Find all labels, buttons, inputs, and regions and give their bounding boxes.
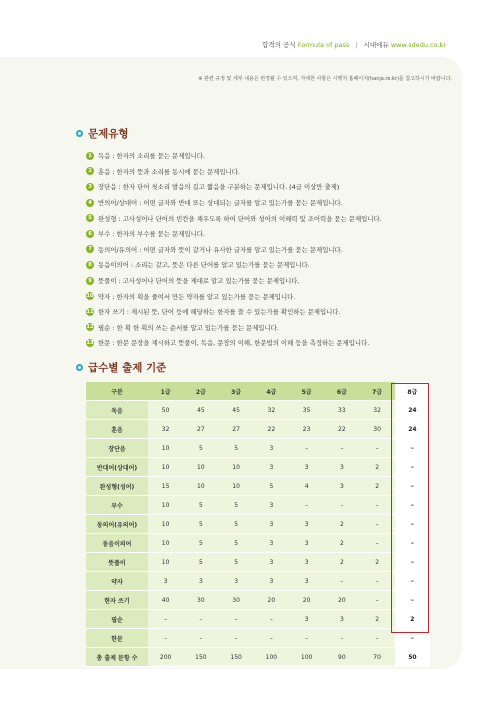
table-cell: 10 bbox=[148, 439, 183, 458]
table-cell: – bbox=[360, 572, 395, 591]
row-label: 완성형(성어) bbox=[86, 477, 148, 496]
row-label: 한문 bbox=[86, 629, 148, 648]
table-cell: 3 bbox=[254, 572, 289, 591]
list-item bbox=[86, 257, 446, 273]
table-cell: 2 bbox=[395, 610, 430, 629]
list-item bbox=[86, 210, 446, 226]
table-cell: – bbox=[360, 591, 395, 610]
list-item bbox=[86, 148, 446, 164]
table-row bbox=[86, 515, 430, 534]
table-cell: – bbox=[324, 439, 359, 458]
table-cell: 23 bbox=[289, 420, 324, 439]
table-cell: – bbox=[183, 629, 218, 648]
table-cell: 24 bbox=[395, 420, 430, 439]
table-cell: – bbox=[148, 629, 183, 648]
list-item-text: 약자 : 한자의 획을 줄여서 만든 약자를 알고 있는가를 묻는 문제입니다. bbox=[98, 292, 296, 301]
table-cell: – bbox=[360, 629, 395, 648]
table-cell: 2 bbox=[324, 534, 359, 553]
row-label: 필순 bbox=[86, 610, 148, 629]
table-cell: 30 bbox=[360, 420, 395, 439]
header-brand: 합격의 공식 bbox=[262, 41, 296, 49]
table-cell: 5 bbox=[219, 515, 254, 534]
table-cell: – bbox=[254, 610, 289, 629]
table-cell: 90 bbox=[324, 648, 359, 667]
circle-bullet-icon bbox=[76, 364, 83, 371]
table-cell: 5 bbox=[219, 496, 254, 515]
table-cell: 10 bbox=[148, 534, 183, 553]
table-cell: 5 bbox=[219, 439, 254, 458]
table-cell: 2 bbox=[324, 553, 359, 572]
row-label: 동의어(유의어) bbox=[86, 515, 148, 534]
table-cell: 33 bbox=[324, 401, 359, 420]
table-cell: 27 bbox=[219, 420, 254, 439]
number-badge-icon: 3 bbox=[86, 183, 94, 191]
list-item-text: 뜻풀이 : 고사성어나 단어의 뜻을 제대로 알고 있는가를 묻는 문제입니다. bbox=[98, 277, 300, 286]
number-badge-icon: 4 bbox=[86, 199, 94, 207]
table-cell: – bbox=[395, 534, 430, 553]
table-cell: 40 bbox=[148, 591, 183, 610]
table-cell: 5 bbox=[183, 515, 218, 534]
row-label: 총 출제 문항 수 bbox=[86, 648, 148, 667]
table-cell: 2 bbox=[360, 458, 395, 477]
list-item-text: 한자 쓰기 : 제시된 뜻, 단어 등에 해당하는 한자를 쓸 수 있는가를 확인하는 문제입니다. bbox=[98, 308, 341, 317]
table-cell: 5 bbox=[219, 553, 254, 572]
table-cell: 32 bbox=[360, 401, 395, 420]
table-row bbox=[86, 629, 430, 648]
table-cell: – bbox=[395, 591, 430, 610]
table-cell: – bbox=[148, 610, 183, 629]
table-cell: 70 bbox=[360, 648, 395, 667]
header-divider: | bbox=[355, 41, 358, 49]
table-cell: 3 bbox=[254, 553, 289, 572]
table-cell: 150 bbox=[219, 648, 254, 667]
table-cell: – bbox=[219, 629, 254, 648]
header-publisher: 시대에듀 bbox=[363, 41, 389, 49]
table-cell: 3 bbox=[254, 439, 289, 458]
number-badge-icon: 1 bbox=[86, 152, 94, 160]
table-cell: – bbox=[360, 496, 395, 515]
table-cell: – bbox=[395, 629, 430, 648]
table-cell: 3 bbox=[254, 458, 289, 477]
grade-criteria-table bbox=[86, 382, 430, 667]
table-cell: – bbox=[360, 439, 395, 458]
table-row bbox=[86, 439, 430, 458]
list-item bbox=[86, 195, 446, 211]
question-types-heading bbox=[76, 126, 129, 141]
table-cell: 15 bbox=[148, 477, 183, 496]
table-cell: 3 bbox=[289, 610, 324, 629]
table-row bbox=[86, 477, 430, 496]
table-cell: 2 bbox=[360, 477, 395, 496]
table-cell: 3 bbox=[148, 572, 183, 591]
header-slogan: Formula of pass bbox=[297, 41, 350, 49]
list-item-text: 필순 : 한 획 한 획의 쓰는 순서를 알고 있는가를 묻는 문제입니다. bbox=[98, 323, 279, 332]
number-badge-icon: 13 bbox=[86, 339, 94, 346]
table-cell: 20 bbox=[254, 591, 289, 610]
table-cell: 10 bbox=[148, 458, 183, 477]
table-cell: 32 bbox=[254, 401, 289, 420]
table-row bbox=[86, 401, 430, 420]
table-cell: 3 bbox=[289, 515, 324, 534]
number-badge-icon: 6 bbox=[86, 230, 94, 238]
table-cell: 50 bbox=[395, 648, 430, 667]
table-cell: 3 bbox=[219, 572, 254, 591]
table-cell: 10 bbox=[219, 477, 254, 496]
table-cell: 100 bbox=[289, 648, 324, 667]
column-header: 2급 bbox=[183, 382, 218, 401]
grade-criteria-heading bbox=[76, 360, 166, 375]
table-cell: 3 bbox=[289, 553, 324, 572]
column-header: 7급 bbox=[360, 382, 395, 401]
table-cell: 3 bbox=[324, 610, 359, 629]
circle-bullet-icon bbox=[76, 130, 83, 137]
row-label: 뜻풀이 bbox=[86, 553, 148, 572]
table-cell: 3 bbox=[254, 515, 289, 534]
column-header: 8급 bbox=[395, 382, 430, 401]
table-cell: 22 bbox=[324, 420, 359, 439]
row-label: 반대어(상대어) bbox=[86, 458, 148, 477]
table-cell: 3 bbox=[324, 458, 359, 477]
question-types-list bbox=[86, 148, 446, 351]
table-cell: 5 bbox=[183, 496, 218, 515]
table-cell: 24 bbox=[395, 401, 430, 420]
number-badge-icon: 10 bbox=[86, 293, 94, 300]
number-badge-icon: 12 bbox=[86, 324, 94, 331]
table-cell: – bbox=[219, 610, 254, 629]
table-cell: 30 bbox=[219, 591, 254, 610]
table-body bbox=[86, 401, 430, 667]
table-cell: 22 bbox=[254, 420, 289, 439]
table-cell: – bbox=[395, 477, 430, 496]
table-row bbox=[86, 420, 430, 439]
number-badge-icon: 8 bbox=[86, 261, 94, 269]
table-cell: 45 bbox=[219, 401, 254, 420]
column-header: 1급 bbox=[148, 382, 183, 401]
table-row bbox=[86, 591, 430, 610]
table-cell: 3 bbox=[289, 572, 324, 591]
table-cell: 150 bbox=[183, 648, 218, 667]
list-item-text: 한문 : 한문 문장을 제시하고 뜻풀이, 독음, 문장의 이해, 한문법의 이해 등을 측정하는 문제입니다. bbox=[98, 339, 370, 348]
table-cell: 10 bbox=[183, 477, 218, 496]
row-label: 동음이의어 bbox=[86, 534, 148, 553]
list-item bbox=[86, 226, 446, 242]
list-item bbox=[86, 320, 446, 336]
table-cell: – bbox=[289, 496, 324, 515]
list-item bbox=[86, 335, 446, 351]
question-types-title: 문제유형 bbox=[88, 128, 129, 140]
table-cell: 3 bbox=[289, 534, 324, 553]
table-cell: 5 bbox=[219, 534, 254, 553]
table-cell: 5 bbox=[183, 534, 218, 553]
table-row bbox=[86, 553, 430, 572]
table-cell: 3 bbox=[183, 572, 218, 591]
notice-text: ※ 관련 규정 및 세부 내용은 변경될 수 있으며, 자세한 사항은 시행처 홈페이지(hanja.re.kr)를 참고하시기 바랍니다. bbox=[198, 76, 452, 82]
table-cell: – bbox=[324, 496, 359, 515]
table-cell: 3 bbox=[254, 534, 289, 553]
table-cell: 3 bbox=[254, 496, 289, 515]
header-website: www.sdedu.co.kr bbox=[390, 41, 446, 49]
table-cell: – bbox=[324, 629, 359, 648]
table-cell: – bbox=[395, 572, 430, 591]
table-cell: – bbox=[183, 610, 218, 629]
table-cell: 20 bbox=[324, 591, 359, 610]
table-cell: 5 bbox=[183, 439, 218, 458]
table-cell: 30 bbox=[183, 591, 218, 610]
list-item bbox=[86, 242, 446, 258]
column-header: 4급 bbox=[254, 382, 289, 401]
list-item-text: 훈음 : 한자의 뜻과 소리를 동시에 묻는 문제입니다. bbox=[98, 167, 240, 176]
list-item-text: 독음 : 한자의 소리를 묻는 문제입니다. bbox=[98, 152, 205, 161]
table-cell: – bbox=[289, 629, 324, 648]
table-cell: 100 bbox=[254, 648, 289, 667]
column-header: 6급 bbox=[324, 382, 359, 401]
table-cell: 10 bbox=[148, 496, 183, 515]
list-item-text: 동의어/유의어 : 어떤 글자와 뜻이 같거나 유사한 글자를 알고 있는가를 묻는 문제입니다. bbox=[98, 245, 343, 254]
table-row bbox=[86, 648, 430, 667]
table-cell: 27 bbox=[183, 420, 218, 439]
column-header: 구분 bbox=[86, 382, 148, 401]
table-cell: – bbox=[395, 439, 430, 458]
list-item bbox=[86, 179, 446, 195]
row-label: 부수 bbox=[86, 496, 148, 515]
table-cell: – bbox=[360, 515, 395, 534]
number-badge-icon: 2 bbox=[86, 167, 94, 175]
table-cell: 2 bbox=[324, 515, 359, 534]
table-cell: 50 bbox=[148, 401, 183, 420]
number-badge-icon: 5 bbox=[86, 214, 94, 222]
table-cell: 35 bbox=[289, 401, 324, 420]
grade-criteria-title: 급수별 출제 기준 bbox=[88, 362, 167, 374]
table-cell: 2 bbox=[360, 553, 395, 572]
table-cell: 10 bbox=[219, 458, 254, 477]
number-badge-icon: 7 bbox=[86, 245, 94, 253]
table-cell: 2 bbox=[360, 610, 395, 629]
list-item bbox=[86, 304, 446, 320]
list-item-text: 부수 : 한자의 부수를 묻는 문제입니다. bbox=[98, 230, 205, 239]
table-cell: 10 bbox=[148, 553, 183, 572]
table-cell: – bbox=[254, 629, 289, 648]
table-cell: 200 bbox=[148, 648, 183, 667]
column-header: 3급 bbox=[219, 382, 254, 401]
table-cell: – bbox=[324, 572, 359, 591]
table-row bbox=[86, 496, 430, 515]
list-item bbox=[86, 164, 446, 180]
list-item-text: 동음이의어 : 소리는 같고, 뜻은 다른 단어를 알고 있는가를 묻는 문제입니다. bbox=[98, 261, 310, 270]
table-cell: 20 bbox=[289, 591, 324, 610]
list-item bbox=[86, 273, 446, 289]
table-row bbox=[86, 572, 430, 591]
list-item-text: 반의어/상대어 : 어떤 글자와 반대 또는 상대되는 글자를 알고 있는가를 묻는 문제입니다. bbox=[98, 199, 343, 208]
table-cell: 10 bbox=[183, 458, 218, 477]
table-header-row bbox=[86, 382, 430, 401]
table-cell: 5 bbox=[254, 477, 289, 496]
row-label: 약자 bbox=[86, 572, 148, 591]
table-cell: 45 bbox=[183, 401, 218, 420]
column-header: 5급 bbox=[289, 382, 324, 401]
row-label: 장단음 bbox=[86, 439, 148, 458]
table-cell: 3 bbox=[324, 477, 359, 496]
table-cell: 4 bbox=[289, 477, 324, 496]
list-item-text: 완성형 : 고사성어나 단어의 빈칸을 채우도록 하여 단어와 성어의 이해력 및 조어력을 묻는 문제입니다. bbox=[98, 214, 382, 223]
row-label: 훈음 bbox=[86, 420, 148, 439]
number-badge-icon: 11 bbox=[86, 308, 94, 315]
table-cell: – bbox=[289, 439, 324, 458]
table-row bbox=[86, 610, 430, 629]
table-cell: 3 bbox=[289, 458, 324, 477]
list-item-text: 장단음 : 한자 단어 첫소리 발음의 길고 짧음을 구분하는 문제입니다. (4급 이상만 출제) bbox=[98, 183, 340, 192]
table-cell: – bbox=[395, 496, 430, 515]
row-label: 한자 쓰기 bbox=[86, 591, 148, 610]
table-cell: 32 bbox=[148, 420, 183, 439]
number-badge-icon: 9 bbox=[86, 277, 94, 285]
table-cell: – bbox=[395, 515, 430, 534]
table-cell: 5 bbox=[183, 553, 218, 572]
table-cell: 10 bbox=[148, 515, 183, 534]
page-header bbox=[262, 40, 446, 49]
table-row bbox=[86, 458, 430, 477]
table-cell: – bbox=[395, 553, 430, 572]
table-cell: – bbox=[360, 534, 395, 553]
table-cell: – bbox=[395, 458, 430, 477]
row-label: 독음 bbox=[86, 401, 148, 420]
table-row bbox=[86, 534, 430, 553]
list-item bbox=[86, 288, 446, 304]
